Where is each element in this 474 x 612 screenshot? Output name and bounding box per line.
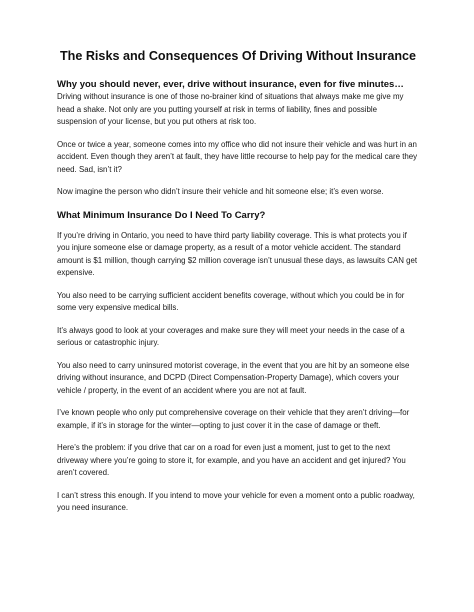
section-paragraph-1: If you’re driving in Ontario, you need to have third party liability coverage. This is what protects you if you injure someone else or damage property, as a result of a motor vehicle accident. The standard amount is $1 million, though carrying $2 million coverage isn’t unusual these days, as lawsuits CAN get expensive. [57,230,418,277]
section-paragraph-2: You also need to be carrying sufficient accident benefits coverage, without which you could be in for some very expensive medical bills. [57,290,405,312]
intro-paragraph-1: Driving without insurance is one of those no-brainer kind of situations that always make me give my head a shake. Not only are you putting yourself at risk in terms of liability, fines and possible suspension of your license, but you put others at risk too. [57,92,404,126]
section-paragraph-6: Here’s the problem: if you drive that car on a road for even just a moment, just to get to the next driveway where you’re going to store it, for example, and you have an accident and get injured? You aren’t covered. [57,443,406,477]
section-paragraph-5: I’ve known people who only put comprehensive coverage on their vehicle that they aren’t driving—for example, if it’s in storage for the winter—opting to just cover it in the case of damage or theft. [57,408,410,430]
section-heading: What Minimum Insurance Do I Need To Carry? [57,209,266,221]
intro-paragraph-2: Once or twice a year, someone comes into my office who did not insure their vehicle and was hurt in an accident. Even though they aren’t at fault, they have little recourse to help pay for the medical care they need. Sad, isn’t it? [57,139,418,174]
section-paragraph-4: You also need to carry uninsured motorist coverage, in the event that you are hit by an someone else driving without insurance, and DCPD (Direct Compensation-Property Damage), which covers your vehicle / property, in the event of an accident where you are not at fault. [57,360,410,395]
intro-paragraph-3: Now imagine the person who didn’t insure their vehicle and hit someone else; it’s even worse. [57,187,384,196]
section-paragraph-3: It’s always good to look at your coverages and make sure they will meet your needs in the case of a serious or catastrophic injury. [57,325,405,347]
document-title: The Risks and Consequences Of Driving Without Insurance [59,49,417,63]
section-paragraph-7: I can’t stress this enough. If you intend to move your vehicle for even a moment onto a public roadway, you need insurance. [57,490,415,512]
document-page [57,48,419,525]
lead-heading: Why you should never, ever, drive without insurance, even for five minutes… [57,79,404,90]
